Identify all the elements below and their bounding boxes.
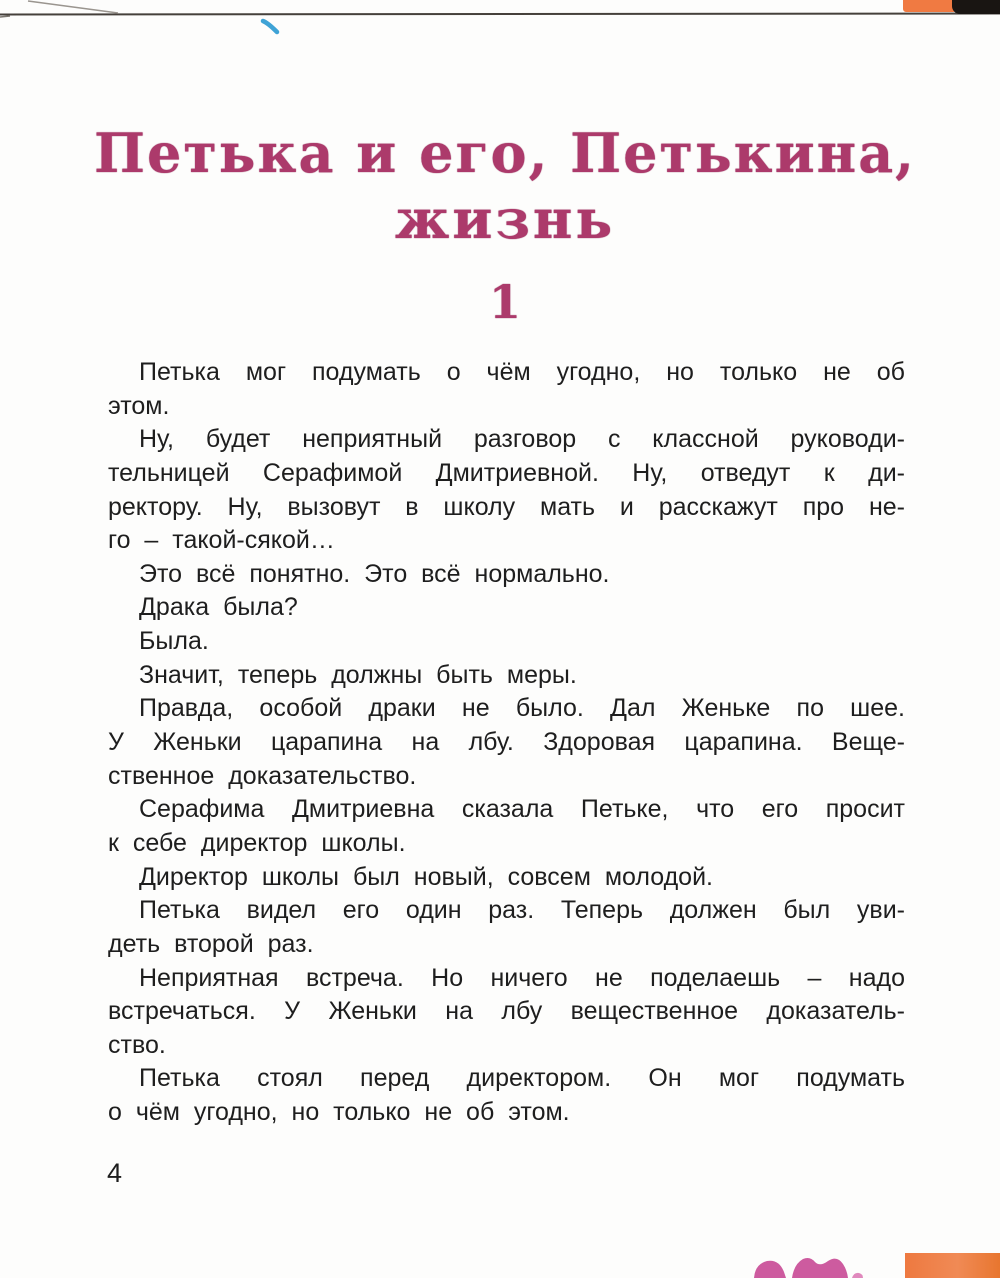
page-number: 4 — [107, 1158, 123, 1188]
chapter-title-line-1: Петька и его, Петькина, — [94, 121, 916, 185]
text-line: Петька мог подумать о чём угодно, но только не об — [139, 358, 905, 386]
chapter-number: 1 — [488, 275, 521, 329]
text-line: о чём угодно, но только не об этом. — [108, 1098, 570, 1127]
top-right-orange-mark — [903, 0, 959, 12]
text-line: У Женьки царапина на лбу. Здоровая царапина. Веще- — [108, 728, 905, 757]
page-top-edge-line — [0, 0, 1000, 40]
text-line: Значит, теперь должны быть меры. — [139, 660, 577, 689]
text-line: Правда, особой драки не было. Дал Женьке по шее. — [139, 694, 905, 723]
body-text — [108, 356, 905, 1130]
text-line: Это всё понятно. Это всё нормально. — [139, 559, 610, 588]
text-line: Неприятная встреча. Но ничего не поделаешь – надо — [139, 963, 905, 992]
bottom-right-orange-mark — [905, 1253, 1000, 1278]
text-line: встречаться. У Женьки на лбу вещественное доказатель- — [108, 997, 905, 1026]
text-line: ство. — [108, 1030, 166, 1059]
text-line: ственное доказательство. — [108, 761, 417, 790]
text-line: Петька видел его один раз. Теперь должен был уви- — [139, 896, 905, 925]
text-line: Петька стоял перед директором. Он мог подумать — [139, 1064, 905, 1093]
text-line: тельницей Серафимой Дмитриевной. Ну, отведут к ди- — [108, 458, 905, 487]
text-line: Директор школы был новый, совсем молодой. — [139, 862, 714, 891]
bottom-illustration-fragment — [740, 1248, 870, 1278]
text-line: этом. — [108, 391, 170, 420]
text-line: ректору. Ну, вызовут в школу мать и расскажут про не- — [108, 492, 905, 521]
text-line: Драка была? — [139, 593, 298, 622]
text-line: Серафима Дмитриевна сказала Петьке, что его просит — [139, 795, 905, 824]
text-line: го – такой-сякой… — [108, 526, 335, 555]
top-right-corner-shadow — [952, 0, 1000, 14]
text-line: деть второй раз. — [108, 929, 314, 958]
chapter-title — [10, 118, 1000, 250]
text-line: Ну, будет неприятный разговор с классной руководи- — [139, 425, 905, 454]
pen-mark-icon — [255, 14, 287, 40]
chapter-title-line-2: жизнь — [394, 187, 616, 251]
text-line: Была. — [139, 627, 209, 656]
text-line: к себе директор школы. — [108, 828, 406, 857]
